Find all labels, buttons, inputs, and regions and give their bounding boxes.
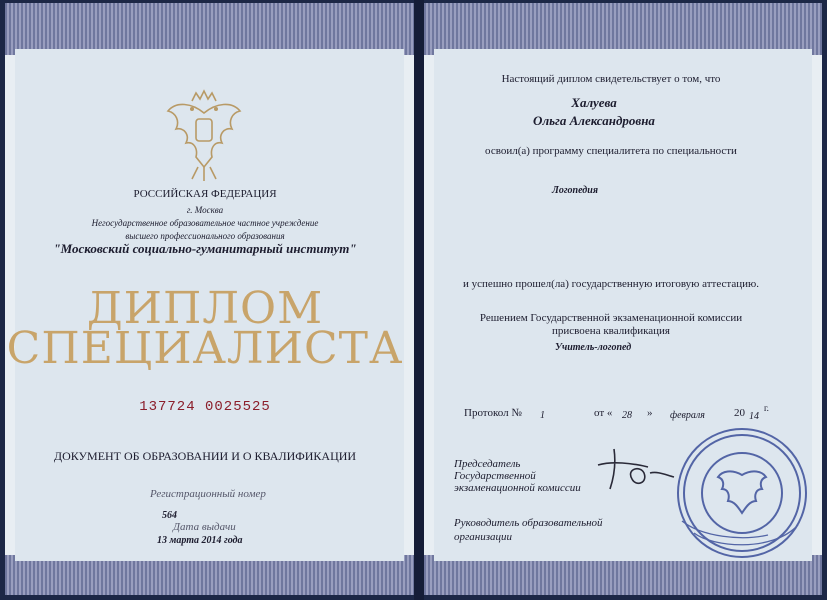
program-text: освоил(а) программу специалитета по специальности [485, 145, 737, 157]
graduate-surname: Халуева [571, 95, 617, 110]
country-name: РОССИЙСКАЯ ФЕДЕРАЦИЯ [133, 188, 277, 200]
year-label: г. [764, 403, 769, 413]
issue-date: 13 марта 2014 года [157, 535, 243, 546]
specialty: Логопедия [552, 185, 598, 196]
protocol-day: 28 [622, 410, 632, 421]
diploma-left-page [5, 3, 414, 595]
protocol-number: 1 [540, 410, 545, 421]
double-headed-eagle-emblem-icon [162, 83, 246, 183]
attestation-text: и успешно прошел(ла) государственную итоговую аттестацию. [463, 278, 759, 290]
protocol-label: Протокол № [464, 407, 522, 419]
registration-label: Регистрационный номер [150, 488, 266, 500]
chair-line-2: Государственной [454, 470, 536, 482]
head-line-1: Руководитель образовательной [454, 517, 603, 529]
org-line-2: высшего профессионального образования [125, 231, 285, 241]
guilloche-band-top [5, 3, 414, 55]
title-line-1: ДИПЛОМ [86, 283, 324, 334]
guilloche-band-top-right [424, 3, 822, 55]
protocol-month: февраля [670, 410, 705, 421]
chair-line-1: Председатель [454, 458, 521, 470]
org-line-1: Негосударственное образовательное частное учреждение [91, 218, 319, 228]
chair-line-3: экзаменационной комиссии [454, 482, 581, 494]
date-from-label: от « [594, 407, 613, 419]
guilloche-band-bottom [5, 555, 414, 595]
registration-number: 564 [162, 510, 177, 521]
document-caption: ДОКУМЕНТ ОБ ОБРАЗОВАНИИ И О КВАЛИФИКАЦИИ [53, 449, 357, 463]
year-suffix: 14 [749, 411, 759, 422]
year-prefix: 20 [734, 407, 745, 419]
institute-seal-stamp-icon [672, 423, 812, 563]
institute-name: "Московский социально-гуманитарный институт" [53, 241, 357, 256]
decision-line-1: Решением Государственной экзаменационной комиссии [479, 312, 743, 324]
decision-line-2: присвоена квалификация [552, 325, 670, 337]
diploma-right-page [424, 3, 822, 595]
day-close-quote: » [647, 407, 653, 419]
serial-number: 137724 0025525 [139, 399, 271, 415]
graduate-given-names: Ольга Александровна [533, 113, 655, 128]
cover-spine [414, 0, 424, 600]
qualification: Учитель-логопед [555, 342, 632, 353]
issue-date-label: Дата выдачи [173, 521, 236, 533]
city: г. Москва [186, 205, 224, 215]
title-line-2: СПЕЦИАЛИСТА [6, 323, 404, 374]
intro-text: Настоящий диплом свидетельствует о том, что [501, 73, 721, 85]
head-line-2: организации [454, 531, 513, 543]
